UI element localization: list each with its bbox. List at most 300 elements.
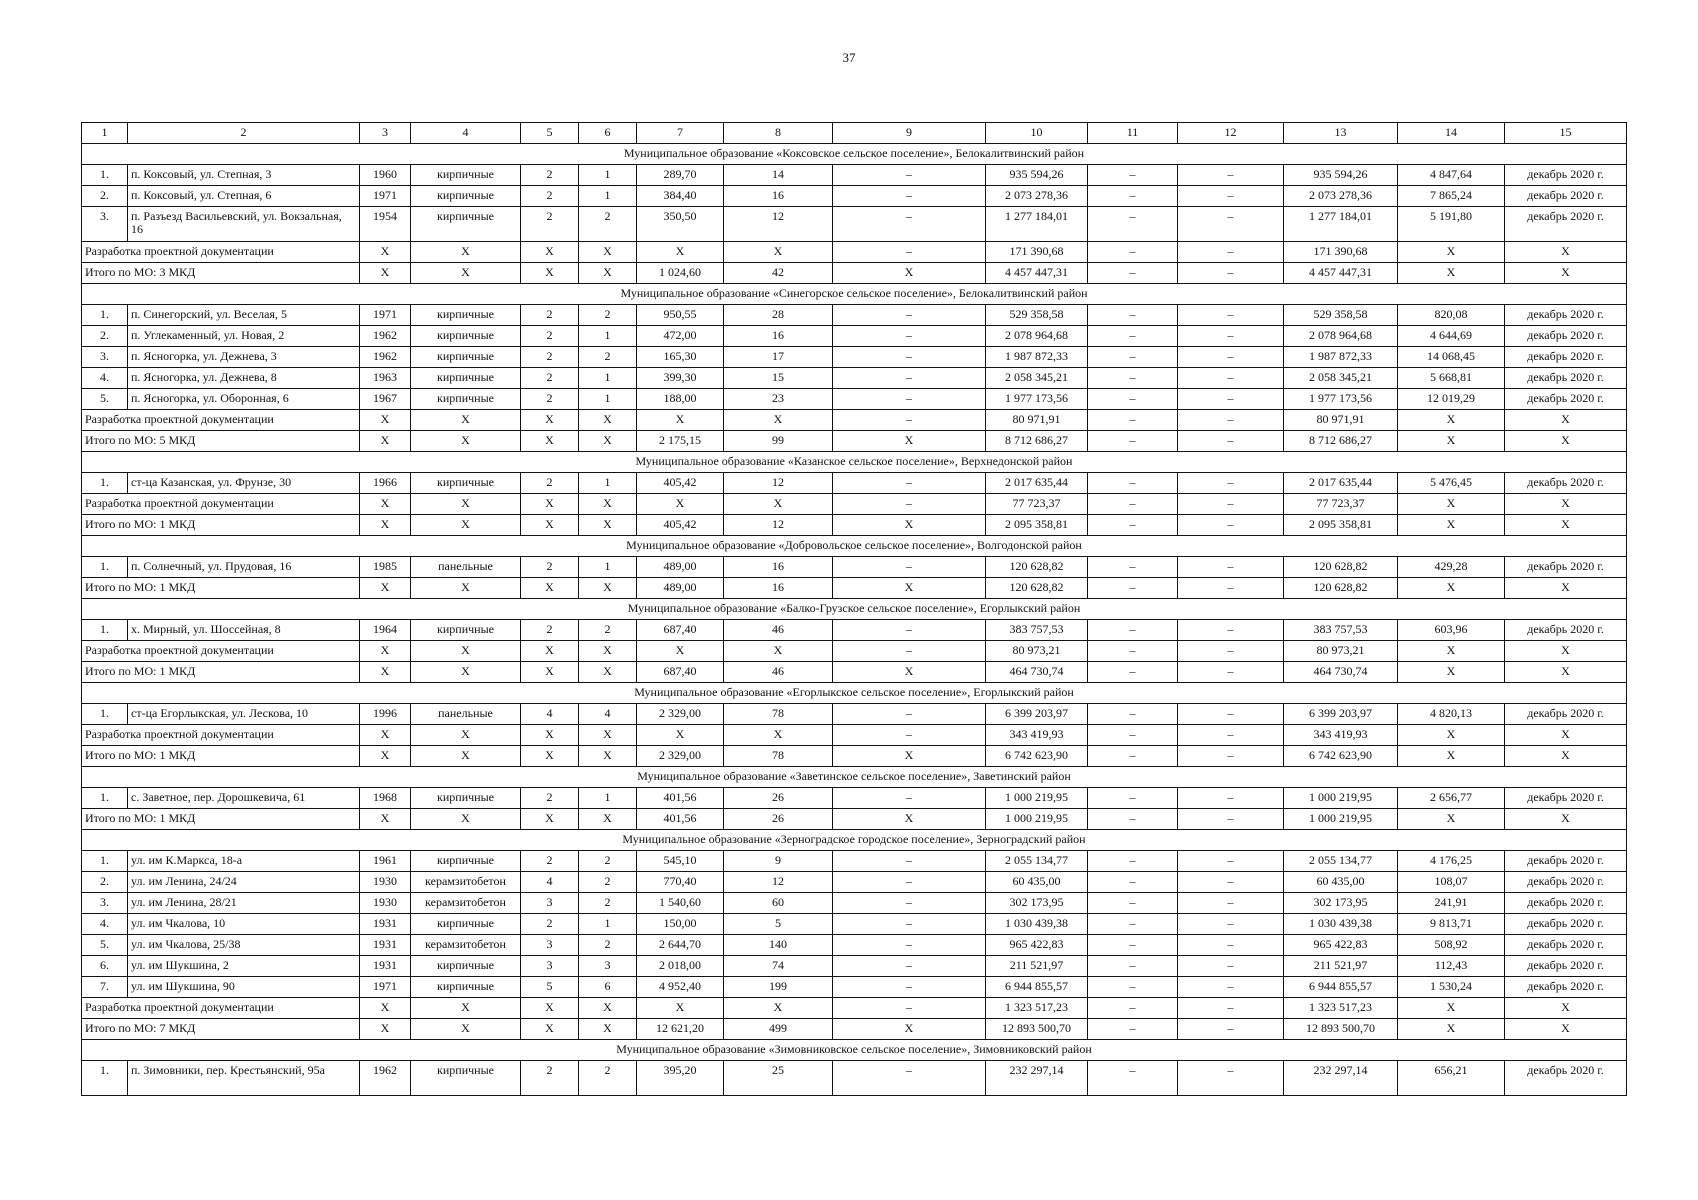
table-row: [82, 165, 1627, 186]
municipality-header-row: [82, 284, 1627, 305]
cell-year: 1962: [360, 1061, 411, 1096]
summary-cell-c12: –: [1178, 431, 1284, 452]
column-number-15: 15: [1505, 123, 1627, 144]
cell-mat: кирпичные: [411, 165, 521, 186]
summary-cell-c14: X: [1398, 431, 1505, 452]
cell-c11: –: [1088, 389, 1178, 410]
cell-mat: кирпичные: [411, 326, 521, 347]
row-number: 1.: [82, 557, 128, 578]
summary-cell-c5: X: [521, 746, 579, 767]
summary-cell-c13: 464 730,74: [1284, 662, 1398, 683]
cell-c15: декабрь 2020 г.: [1505, 1061, 1627, 1096]
cell-c6: 2: [579, 851, 637, 872]
summary-cell-c12: –: [1178, 725, 1284, 746]
summary-cell-c11: –: [1088, 242, 1178, 263]
summary-cell-c13: 8 712 686,27: [1284, 431, 1398, 452]
municipality-header-row: [82, 536, 1627, 557]
summary-label: Разработка проектной документации: [82, 641, 360, 662]
summary-cell-c13: 4 457 447,31: [1284, 263, 1398, 284]
cell-c12: –: [1178, 872, 1284, 893]
summary-label: Итого по МО: 3 МКД: [82, 263, 360, 284]
cell-c5: 4: [521, 872, 579, 893]
cell-c7: 687,40: [637, 620, 724, 641]
summary-row: [82, 746, 1627, 767]
summary-label: Итого по МО: 1 МКД: [82, 515, 360, 536]
municipality-title: Муниципальное образование «Балко-Грузское сельское поселение», Егорлыкский район: [82, 599, 1627, 620]
summary-cell-c5: X: [521, 410, 579, 431]
cell-c13: 2 073 278,36: [1284, 186, 1398, 207]
cell-c8: 23: [724, 389, 833, 410]
cell-c12: –: [1178, 326, 1284, 347]
cell-c5: 5: [521, 977, 579, 998]
cell-c10: 1 987 872,33: [986, 347, 1088, 368]
cell-mat: керамзитобетон: [411, 893, 521, 914]
summary-cell-c7: X: [637, 494, 724, 515]
cell-c15: декабрь 2020 г.: [1505, 368, 1627, 389]
summary-row: [82, 1019, 1627, 1040]
cell-year: 1954: [360, 207, 411, 242]
cell-year: 1963: [360, 368, 411, 389]
summary-cell-c9: –: [833, 725, 986, 746]
summary-cell-mat: X: [411, 242, 521, 263]
summary-cell-c10: 4 457 447,31: [986, 263, 1088, 284]
address-cell: п. Солнечный, ул. Прудовая, 16: [128, 557, 360, 578]
cell-c13: 60 435,00: [1284, 872, 1398, 893]
cell-c12: –: [1178, 788, 1284, 809]
cell-mat: керамзитобетон: [411, 872, 521, 893]
cell-c5: 3: [521, 893, 579, 914]
cell-c8: 16: [724, 326, 833, 347]
summary-cell-c15: X: [1505, 746, 1627, 767]
cell-c8: 9: [724, 851, 833, 872]
summary-cell-c12: –: [1178, 1019, 1284, 1040]
summary-cell-c10: 2 095 358,81: [986, 515, 1088, 536]
summary-cell-c11: –: [1088, 431, 1178, 452]
summary-cell-c14: X: [1398, 998, 1505, 1019]
cell-c7: 395,20: [637, 1061, 724, 1096]
cell-c7: 401,56: [637, 788, 724, 809]
column-number-13: 13: [1284, 123, 1398, 144]
column-number-9: 9: [833, 123, 986, 144]
summary-cell-c13: 1 323 517,23: [1284, 998, 1398, 1019]
cell-c13: 2 058 345,21: [1284, 368, 1398, 389]
cell-mat: кирпичные: [411, 620, 521, 641]
summary-cell-c15: X: [1505, 431, 1627, 452]
table-row: [82, 893, 1627, 914]
summary-cell-c13: 120 628,82: [1284, 578, 1398, 599]
cell-c14: 5 668,81: [1398, 368, 1505, 389]
summary-row: [82, 263, 1627, 284]
summary-cell-c14: X: [1398, 809, 1505, 830]
row-number: 3.: [82, 893, 128, 914]
address-cell: п. Зимовники, пер. Крестьянский, 95а: [128, 1061, 360, 1096]
cell-c10: 302 173,95: [986, 893, 1088, 914]
cell-c13: 2 017 635,44: [1284, 473, 1398, 494]
cell-c5: 2: [521, 165, 579, 186]
cell-c15: декабрь 2020 г.: [1505, 851, 1627, 872]
summary-cell-c5: X: [521, 431, 579, 452]
summary-cell-c10: 6 742 623,90: [986, 746, 1088, 767]
summary-cell-c6: X: [579, 809, 637, 830]
address-cell: х. Мирный, ул. Шоссейная, 8: [128, 620, 360, 641]
cell-c12: –: [1178, 305, 1284, 326]
summary-cell-c7: 401,56: [637, 809, 724, 830]
summary-cell-c14: X: [1398, 410, 1505, 431]
address-cell: ул. им Шукшина, 2: [128, 956, 360, 977]
cell-c10: 232 297,14: [986, 1061, 1088, 1096]
cell-mat: кирпичные: [411, 473, 521, 494]
cell-c9: –: [833, 557, 986, 578]
cell-c5: 2: [521, 557, 579, 578]
cell-c14: 12 019,29: [1398, 389, 1505, 410]
summary-cell-c7: X: [637, 641, 724, 662]
summary-cell-c7: 2 329,00: [637, 746, 724, 767]
cell-c13: 1 977 173,56: [1284, 389, 1398, 410]
cell-c13: 1 000 219,95: [1284, 788, 1398, 809]
summary-cell-mat: X: [411, 725, 521, 746]
cell-c9: –: [833, 956, 986, 977]
summary-cell-c8: 26: [724, 809, 833, 830]
summary-cell-c8: X: [724, 998, 833, 1019]
cell-c12: –: [1178, 347, 1284, 368]
cell-c14: 508,92: [1398, 935, 1505, 956]
address-cell: п. Углекаменный, ул. Новая, 2: [128, 326, 360, 347]
cell-c7: 489,00: [637, 557, 724, 578]
cell-mat: кирпичные: [411, 914, 521, 935]
summary-cell-c5: X: [521, 494, 579, 515]
cell-c6: 1: [579, 368, 637, 389]
summary-cell-c14: X: [1398, 242, 1505, 263]
column-number-7: 7: [637, 123, 724, 144]
cell-mat: кирпичные: [411, 389, 521, 410]
summary-cell-c8: 42: [724, 263, 833, 284]
cell-c14: 4 847,64: [1398, 165, 1505, 186]
cell-c8: 46: [724, 620, 833, 641]
summary-row: [82, 515, 1627, 536]
cell-c8: 74: [724, 956, 833, 977]
row-number: 1.: [82, 788, 128, 809]
cell-c14: 14 068,45: [1398, 347, 1505, 368]
cell-c9: –: [833, 389, 986, 410]
cell-c13: 232 297,14: [1284, 1061, 1398, 1096]
cell-c6: 1: [579, 914, 637, 935]
summary-cell-c11: –: [1088, 578, 1178, 599]
summary-cell-c12: –: [1178, 998, 1284, 1019]
cell-c11: –: [1088, 956, 1178, 977]
table-row: [82, 977, 1627, 998]
cell-c5: 2: [521, 851, 579, 872]
cell-c5: 2: [521, 788, 579, 809]
summary-cell-c8: X: [724, 410, 833, 431]
cell-year: 1968: [360, 788, 411, 809]
summary-cell-year: X: [360, 809, 411, 830]
cell-c5: 2: [521, 326, 579, 347]
cell-c5: 2: [521, 347, 579, 368]
row-number: 6.: [82, 956, 128, 977]
municipality-header-row: [82, 683, 1627, 704]
summary-cell-c12: –: [1178, 242, 1284, 263]
cell-c12: –: [1178, 956, 1284, 977]
cell-c11: –: [1088, 1061, 1178, 1096]
cell-c6: 6: [579, 977, 637, 998]
cell-c10: 6 399 203,97: [986, 704, 1088, 725]
address-cell: п. Коксовый, ул. Степная, 6: [128, 186, 360, 207]
summary-cell-c14: X: [1398, 515, 1505, 536]
cell-c10: 965 422,83: [986, 935, 1088, 956]
address-cell: п. Разъезд Васильевский, ул. Вокзальная, 16: [128, 207, 360, 242]
cell-year: 1962: [360, 326, 411, 347]
summary-cell-c14: X: [1398, 725, 1505, 746]
summary-row: [82, 431, 1627, 452]
cell-c13: 1 030 439,38: [1284, 914, 1398, 935]
cell-c5: 2: [521, 389, 579, 410]
cell-c6: 4: [579, 704, 637, 725]
summary-cell-c10: 1 323 517,23: [986, 998, 1088, 1019]
cell-year: 1930: [360, 872, 411, 893]
cell-c7: 405,42: [637, 473, 724, 494]
cell-c7: 188,00: [637, 389, 724, 410]
cell-c11: –: [1088, 704, 1178, 725]
table-row: [82, 914, 1627, 935]
cell-c11: –: [1088, 620, 1178, 641]
table-row: [82, 956, 1627, 977]
summary-row: [82, 410, 1627, 431]
summary-cell-c11: –: [1088, 746, 1178, 767]
cell-c10: 935 594,26: [986, 165, 1088, 186]
cell-c11: –: [1088, 914, 1178, 935]
table-row: [82, 557, 1627, 578]
summary-label: Итого по МО: 1 МКД: [82, 578, 360, 599]
summary-cell-c10: 343 419,93: [986, 725, 1088, 746]
cell-c11: –: [1088, 851, 1178, 872]
municipality-title: Муниципальное образование «Коксовское сельское поселение», Белокалитвинский район: [82, 144, 1627, 165]
cell-c15: декабрь 2020 г.: [1505, 165, 1627, 186]
cell-c6: 1: [579, 473, 637, 494]
cell-c13: 6 944 855,57: [1284, 977, 1398, 998]
summary-cell-c5: X: [521, 515, 579, 536]
cell-c8: 12: [724, 207, 833, 242]
row-number: 2.: [82, 186, 128, 207]
summary-cell-mat: X: [411, 578, 521, 599]
summary-cell-c7: 489,00: [637, 578, 724, 599]
summary-cell-mat: X: [411, 494, 521, 515]
address-cell: п. Ясногорка, ул. Дежнева, 3: [128, 347, 360, 368]
municipality-title: Муниципальное образование «Синегорское сельское поселение», Белокалитвинский район: [82, 284, 1627, 305]
summary-cell-c8: 499: [724, 1019, 833, 1040]
summary-row: [82, 578, 1627, 599]
summary-cell-c12: –: [1178, 578, 1284, 599]
summary-cell-c10: 171 390,68: [986, 242, 1088, 263]
cell-c15: декабрь 2020 г.: [1505, 914, 1627, 935]
cell-c6: 2: [579, 1061, 637, 1096]
row-number: 1.: [82, 620, 128, 641]
summary-cell-c5: X: [521, 809, 579, 830]
summary-cell-year: X: [360, 725, 411, 746]
cell-c7: 1 540,60: [637, 893, 724, 914]
cell-c12: –: [1178, 1061, 1284, 1096]
municipality-header-row: [82, 144, 1627, 165]
cell-c8: 17: [724, 347, 833, 368]
cell-c9: –: [833, 1061, 986, 1096]
summary-cell-c14: X: [1398, 263, 1505, 284]
cell-c11: –: [1088, 326, 1178, 347]
cell-year: 1931: [360, 956, 411, 977]
cell-c15: декабрь 2020 г.: [1505, 620, 1627, 641]
summary-cell-c8: X: [724, 641, 833, 662]
cell-c7: 150,00: [637, 914, 724, 935]
table-row: [82, 368, 1627, 389]
cell-c8: 12: [724, 872, 833, 893]
summary-cell-c9: –: [833, 998, 986, 1019]
cell-mat: кирпичные: [411, 186, 521, 207]
table-row: [82, 207, 1627, 242]
cell-c6: 2: [579, 620, 637, 641]
cell-c15: декабрь 2020 г.: [1505, 347, 1627, 368]
summary-cell-c13: 2 095 358,81: [1284, 515, 1398, 536]
summary-cell-c15: X: [1505, 641, 1627, 662]
summary-row: [82, 998, 1627, 1019]
cell-c5: 4: [521, 704, 579, 725]
cell-c15: декабрь 2020 г.: [1505, 872, 1627, 893]
cell-c14: 656,21: [1398, 1061, 1505, 1096]
cell-c8: 26: [724, 788, 833, 809]
summary-cell-year: X: [360, 1019, 411, 1040]
cell-c11: –: [1088, 305, 1178, 326]
summary-cell-c13: 80 973,21: [1284, 641, 1398, 662]
column-number-2: 2: [128, 123, 360, 144]
municipality-title: Муниципальное образование «Зимовниковское сельское поселение», Зимовниковский район: [82, 1040, 1627, 1061]
cell-c10: 2 073 278,36: [986, 186, 1088, 207]
summary-cell-c9: X: [833, 515, 986, 536]
cell-c8: 15: [724, 368, 833, 389]
cell-c15: декабрь 2020 г.: [1505, 557, 1627, 578]
summary-cell-c11: –: [1088, 998, 1178, 1019]
cell-c5: 2: [521, 1061, 579, 1096]
municipality-title: Муниципальное образование «Заветинское сельское поселение», Заветинский район: [82, 767, 1627, 788]
cell-c8: 5: [724, 914, 833, 935]
municipality-header-row: [82, 1040, 1627, 1061]
cell-year: 1960: [360, 165, 411, 186]
cell-c8: 60: [724, 893, 833, 914]
summary-cell-c8: 46: [724, 662, 833, 683]
column-number-11: 11: [1088, 123, 1178, 144]
cell-c12: –: [1178, 977, 1284, 998]
cell-c10: 2 017 635,44: [986, 473, 1088, 494]
summary-cell-year: X: [360, 410, 411, 431]
cell-c11: –: [1088, 788, 1178, 809]
cell-c14: 241,91: [1398, 893, 1505, 914]
cell-c5: 2: [521, 305, 579, 326]
table-row: [82, 1061, 1627, 1096]
summary-cell-year: X: [360, 494, 411, 515]
cell-c15: декабрь 2020 г.: [1505, 305, 1627, 326]
cell-year: 1931: [360, 935, 411, 956]
summary-cell-c10: 80 973,21: [986, 641, 1088, 662]
summary-cell-mat: X: [411, 410, 521, 431]
summary-cell-c6: X: [579, 410, 637, 431]
table-row: [82, 704, 1627, 725]
summary-cell-c15: X: [1505, 242, 1627, 263]
table-row: [82, 851, 1627, 872]
cell-c7: 545,10: [637, 851, 724, 872]
summary-cell-mat: X: [411, 1019, 521, 1040]
summary-cell-c8: 78: [724, 746, 833, 767]
cell-mat: кирпичные: [411, 368, 521, 389]
cell-c9: –: [833, 704, 986, 725]
municipality-header-row: [82, 767, 1627, 788]
summary-cell-c14: X: [1398, 1019, 1505, 1040]
cell-c5: 2: [521, 207, 579, 242]
cell-c10: 211 521,97: [986, 956, 1088, 977]
summary-cell-c5: X: [521, 263, 579, 284]
summary-label: Итого по МО: 1 МКД: [82, 746, 360, 767]
summary-cell-c15: X: [1505, 662, 1627, 683]
summary-label: Итого по МО: 7 МКД: [82, 1019, 360, 1040]
cell-c12: –: [1178, 704, 1284, 725]
summary-cell-c13: 1 000 219,95: [1284, 809, 1398, 830]
cell-c10: 2 058 345,21: [986, 368, 1088, 389]
cell-c13: 120 628,82: [1284, 557, 1398, 578]
summary-cell-c8: X: [724, 494, 833, 515]
cell-c9: –: [833, 872, 986, 893]
summary-cell-c9: –: [833, 494, 986, 515]
summary-cell-c15: X: [1505, 578, 1627, 599]
cell-c7: 2 329,00: [637, 704, 724, 725]
address-cell: с. Заветное, пер. Дорошкевича, 61: [128, 788, 360, 809]
summary-cell-c11: –: [1088, 410, 1178, 431]
cell-year: 1971: [360, 186, 411, 207]
municipality-header-row: [82, 599, 1627, 620]
row-number: 3.: [82, 347, 128, 368]
cell-year: 1964: [360, 620, 411, 641]
address-cell: ул. им Шукшина, 90: [128, 977, 360, 998]
summary-cell-c11: –: [1088, 809, 1178, 830]
cell-c8: 12: [724, 473, 833, 494]
table-row: [82, 347, 1627, 368]
cell-c14: 108,07: [1398, 872, 1505, 893]
cell-c13: 211 521,97: [1284, 956, 1398, 977]
summary-cell-c15: X: [1505, 1019, 1627, 1040]
summary-cell-c11: –: [1088, 725, 1178, 746]
cell-c10: 120 628,82: [986, 557, 1088, 578]
summary-row: [82, 662, 1627, 683]
cell-c6: 1: [579, 557, 637, 578]
cell-c12: –: [1178, 368, 1284, 389]
cell-c10: 6 944 855,57: [986, 977, 1088, 998]
cell-c7: 2 018,00: [637, 956, 724, 977]
summary-cell-mat: X: [411, 809, 521, 830]
cell-c14: 820,08: [1398, 305, 1505, 326]
address-cell: п. Коксовый, ул. Степная, 3: [128, 165, 360, 186]
cell-c8: 140: [724, 935, 833, 956]
cell-year: 1971: [360, 977, 411, 998]
column-number-12: 12: [1178, 123, 1284, 144]
cell-c7: 384,40: [637, 186, 724, 207]
summary-label: Разработка проектной документации: [82, 494, 360, 515]
cell-c6: 2: [579, 872, 637, 893]
summary-cell-mat: X: [411, 641, 521, 662]
cell-mat: кирпичные: [411, 851, 521, 872]
cell-c15: декабрь 2020 г.: [1505, 788, 1627, 809]
municipality-header-row: [82, 830, 1627, 851]
cell-c12: –: [1178, 389, 1284, 410]
address-cell: п. Ясногорка, ул. Дежнева, 8: [128, 368, 360, 389]
summary-cell-c12: –: [1178, 662, 1284, 683]
table-row: [82, 473, 1627, 494]
cell-c11: –: [1088, 473, 1178, 494]
summary-cell-c15: X: [1505, 998, 1627, 1019]
summary-cell-c9: X: [833, 578, 986, 599]
